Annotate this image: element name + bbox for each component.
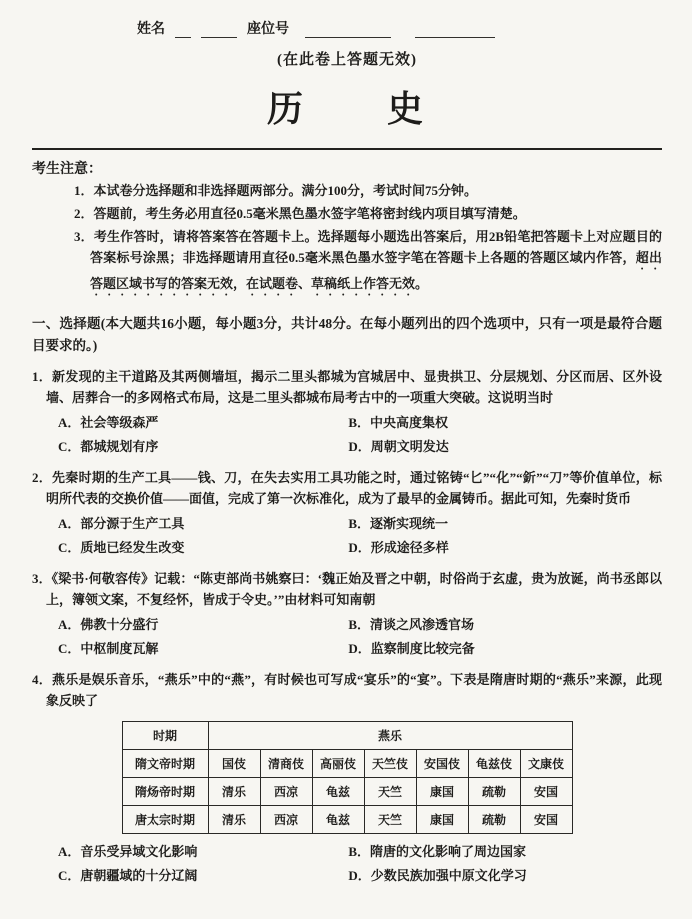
question-3	[32, 568, 662, 661]
notice-item-2: 2．答题前，考生务必用直径0.5毫米黑色墨水签字笔将密封线内项目填写清楚。	[74, 206, 526, 222]
paper-title: 历 史	[266, 89, 427, 129]
table-cell: 安国伎	[416, 750, 468, 778]
question-3-option-a: A．佛教十分盛行	[58, 617, 159, 633]
name-blank-short	[175, 23, 191, 38]
question-2-option-b: B．逐渐实现统一	[348, 515, 449, 531]
question-4-option-b: B．隋唐的文化影响了周边国家	[348, 844, 527, 860]
table-row	[122, 806, 572, 834]
table-cell: 安国	[520, 778, 572, 806]
seat-blank-2	[415, 23, 495, 38]
question-2-option-d: D．形成途径多样	[348, 540, 449, 555]
name-label: 姓名	[137, 22, 165, 37]
seat-label: 座位号	[247, 22, 289, 37]
notice-item-3	[74, 226, 662, 299]
question-1-option-c: C．都城规划有序	[58, 438, 159, 454]
question-1-stem: 1．新发现的主干道路及其两侧墙垣，揭示二里头都城为宫城居中、显贵拱卫、分层规划、分区而居、区外设墙、居葬合一的多网格式布局，这是二里头都城布局考古中的一项重大突破。这说明当时	[32, 368, 662, 405]
table-cell: 天竺	[364, 778, 416, 806]
candidate-notice	[32, 158, 662, 299]
question-2-options	[32, 512, 662, 560]
table-cell: 天竺	[364, 806, 416, 834]
table-cell: 龟兹	[312, 806, 364, 834]
table-cell: 疏勒	[468, 778, 520, 806]
table-cell: 西凉	[260, 806, 312, 834]
question-4-option-c: C．唐朝疆域的十分辽阔	[58, 868, 198, 884]
invalid-notice: (在此卷上答题无效)	[277, 52, 417, 68]
question-2-stem: 2．先秦时期的生产工具——钱、刀，在失去实用工具功能之时，通过铭铸“匕”“化”“釿”“刀”等价值单位，标明所代表的交换价值——面值，完成了第一次标准化，成为了最早的金属铸币。据此可知，先秦时货币	[32, 469, 662, 506]
table-cell: 隋文帝时期	[122, 750, 208, 778]
table-cell: 清乐	[208, 806, 260, 834]
table-cell: 西凉	[260, 778, 312, 806]
question-4-options	[32, 840, 662, 888]
table-cell: 龟兹伎	[468, 750, 520, 778]
yanyue-source-table	[122, 721, 573, 834]
question-3-stem: 3．《梁书·何敬容传》记载：“陈吏部尚书姚察曰：‘魏正始及晋之中朝，时俗尚于玄虚，贵为放诞，尚书丞郎以上，簿领文案，不复经怀，皆成于令史。’”由材料可知南朝	[32, 571, 662, 608]
table-cell: 唐太宗时期	[122, 806, 208, 834]
question-3-option-b: B．清谈之风渗透官场	[348, 617, 475, 633]
table-cell: 文康伎	[520, 750, 572, 778]
question-2	[32, 467, 662, 560]
question-2-option-c: C．质地已经发生改变	[58, 540, 185, 555]
question-3-options	[32, 613, 662, 661]
question-4	[32, 669, 662, 888]
question-1-options	[32, 411, 662, 459]
table-cell: 国伎	[208, 750, 260, 778]
notice-heading: 考生注意：	[32, 162, 102, 177]
table-cell: 康国	[416, 806, 468, 834]
table-header-row	[122, 722, 572, 750]
table-row	[122, 750, 572, 778]
seat-blank-1	[305, 23, 391, 38]
notice-item-1: 1．本试卷分选择题和非选择题两部分。满分100分，考试时间75分钟。	[74, 183, 478, 198]
question-1-option-a: A．社会等级森严	[58, 414, 159, 430]
table-cell: 康国	[416, 778, 468, 806]
question-4-option-a: A．音乐受异域文化影响	[58, 844, 198, 860]
question-4-option-d: D．少数民族加强中原文化学习	[348, 868, 527, 884]
table-header-period: 时期	[122, 722, 208, 750]
notice-item-3-text: 3．考生作答时，请将答案答在答题卡上。选择题每小题选出答案后，用2B铅笔把答题卡上对应题目的答案标号涂黑；非选择题请用直径0.5毫米黑色墨水签字笔在答题卡上各题的答题区域内作答，	[74, 229, 662, 266]
question-1-option-b: B．中央高度集权	[348, 414, 449, 430]
table-cell: 龟兹	[312, 778, 364, 806]
table-cell: 安国	[520, 806, 572, 834]
question-3-option-d: D．监察制度比较完备	[348, 641, 475, 657]
table-cell: 高丽伎	[312, 750, 364, 778]
table-cell: 隋炀帝时期	[122, 778, 208, 806]
question-3-option-c: C．中枢制度瓦解	[58, 641, 159, 657]
section-heading: 一、选择题(本大题共16小题，每小题3分，共计48分。在每小题列出的四个选项中，只有一项是最符合题目要求的。)	[32, 316, 662, 354]
name-blank	[201, 23, 237, 38]
table-cell: 清乐	[208, 778, 260, 806]
question-4-stem: 4．燕乐是娱乐音乐，“燕乐”中的“燕”，有时候也可写成“宴乐”的“宴”。下表是隋唐时期的“燕乐”来源，此现象反映了	[32, 672, 662, 709]
question-1	[32, 366, 662, 459]
question-2-option-a: A．部分源于生产工具	[58, 515, 185, 531]
table-row	[122, 778, 572, 806]
question-1-option-d: D．周朝文明发达	[348, 438, 449, 454]
table-header-yanyue: 燕乐	[208, 722, 572, 750]
table-cell: 清商伎	[260, 750, 312, 778]
divider-rule	[32, 148, 662, 150]
table-cell: 疏勒	[468, 806, 520, 834]
notice-item-3-emphasis: 超出答题区域书写的答案无效，在试题卷、草稿纸上作答无效。	[90, 250, 662, 292]
table-cell: 天竺伎	[364, 750, 416, 778]
paper-header	[137, 18, 662, 38]
